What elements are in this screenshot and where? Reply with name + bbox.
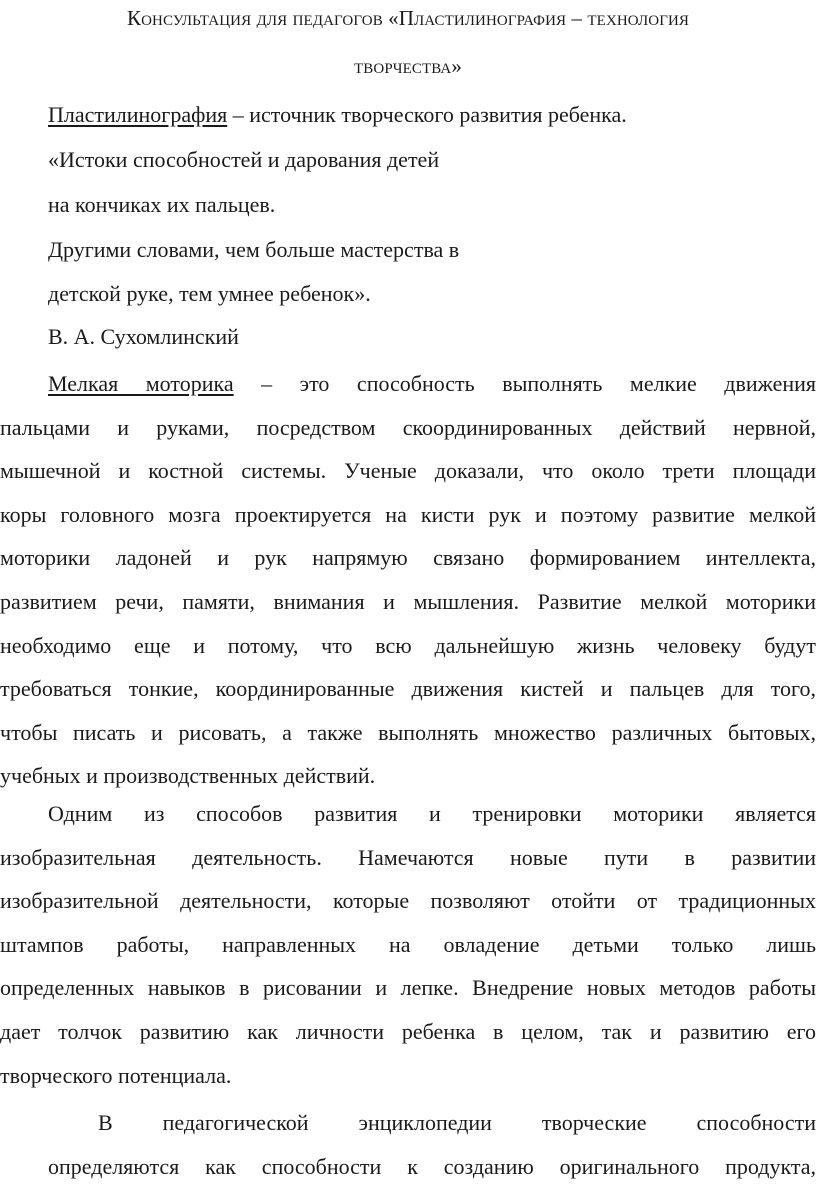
paragraph-line: пальцами и руками, посредством скоординированных действий нервной, — [0, 414, 816, 440]
paragraph-line-text: – это способность выполнять мелкие движения — [233, 371, 816, 396]
document-title-line-2: творчества» — [354, 54, 462, 78]
document-title-line-1: Консультация для педагогов «Пластилинография – технология — [126, 6, 690, 30]
paragraph-creative-abilities — [48, 1101, 816, 1188]
epigraph-quote-line: детской руке, тем умнее ребенок». — [48, 281, 371, 306]
epigraph-term: Пластилинография — [48, 102, 228, 127]
paragraph-line: изобразительная деятельность. Намечаются новые пути в развитии — [0, 844, 816, 870]
paragraph-line: требоваться тонкие, координированные движения кистей и пальцев для того, — [0, 676, 816, 702]
paragraph-visual-activity — [0, 792, 816, 1097]
epigraph-quote-line: «Истоки способностей и дарования детей — [48, 147, 440, 172]
epigraph-quote-line: Другими словами, чем больше мастерства в — [48, 237, 460, 262]
paragraph-line: учебных и производственных действий. — [0, 763, 376, 789]
paragraph-line — [0, 362, 816, 406]
paragraph-line: моторики ладоней и рук напрямую связано формированием интеллекта, — [0, 545, 816, 571]
paragraph-line: необходимо еще и потому, что всю дальнейшую жизнь человеку будут — [0, 632, 816, 658]
epigraph-author: В. А. Сухомлинский — [48, 324, 239, 349]
paragraph-line: определенных навыков в рисовании и лепке. Внедрение новых методов работы — [0, 975, 816, 1001]
paragraph-line: определяются как способности к созданию оригинального продукта, — [48, 1153, 816, 1179]
paragraph-line: Одним из способов развития и тренировки моторики является — [48, 801, 816, 826]
paragraph-line: творческого потенциала. — [0, 1062, 232, 1088]
paragraph-fine-motor — [0, 362, 816, 798]
paragraph-line: В педагогической энциклопедии творческие способности — [98, 1110, 816, 1135]
paragraph-line: коры головного мозга проектируется на кисти рук и поэтому развитие мелкой — [0, 501, 816, 527]
paragraph-line: изобразительной деятельности, которые позволяют отойти от традиционных — [0, 888, 816, 914]
epigraph-quote-line: на кончиках их пальцев. — [48, 192, 276, 217]
paragraph-line: дает толчок развитию как личности ребенка в целом, так и развитию его — [0, 1018, 816, 1044]
epigraph-term-rest: – источник творческого развития ребенка. — [227, 102, 627, 127]
term-fine-motor: Мелкая моторика — [48, 371, 234, 396]
paragraph-line: чтобы писать и рисовать, а также выполнять множество различных бытовых, — [0, 719, 816, 745]
paragraph-line: развитием речи, памяти, внимания и мышления. Развитие мелкой моторики — [0, 588, 816, 614]
paragraph-line: мышечной и костной системы. Ученые доказали, что около трети площади — [0, 458, 816, 484]
paragraph-line: штампов работы, направленных на овладение детьми только лишь — [0, 931, 816, 957]
epigraph-definition — [48, 100, 627, 130]
